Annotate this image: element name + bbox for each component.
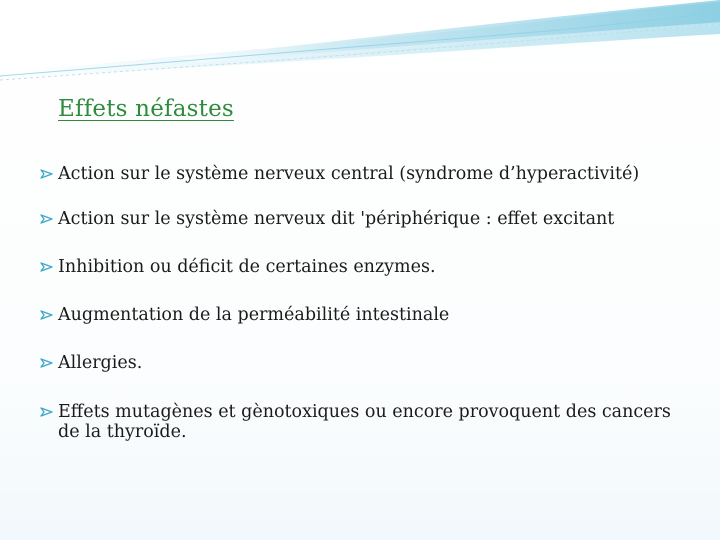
bullet-arrow-icon — [40, 308, 54, 322]
bullet-arrow-icon — [40, 260, 54, 274]
bullet-item — [40, 305, 449, 325]
bullet-arrow-icon — [40, 356, 54, 370]
bullet-text: Augmentation de la perméabilité intestinale — [58, 305, 450, 325]
bullet-arrow-icon — [40, 167, 54, 181]
bullet-text: Action sur le système nerveux dit 'périphérique : effet excitant — [58, 209, 615, 229]
bullet-text: Inhibition ou déficit de certaines enzymes. — [58, 257, 436, 277]
bullet-arrow-icon — [40, 405, 54, 419]
bullet-item — [40, 402, 680, 442]
bullet-text: Effets mutagènes et gènotoxiques ou encore provoquent des cancers de la thyroïde. — [58, 402, 671, 442]
bullet-item — [40, 353, 142, 373]
header-wave-decoration — [0, 0, 720, 90]
bullet-text: Action sur le système nerveux central (syndrome d’hyperactivité) — [58, 164, 640, 184]
bullet-text: Allergies. — [58, 353, 143, 373]
bullet-arrow-icon — [40, 212, 54, 226]
bullet-item — [40, 257, 436, 277]
slide-title: Effets néfastes — [58, 96, 234, 122]
bullet-item — [40, 209, 614, 229]
bullet-item — [40, 164, 639, 184]
